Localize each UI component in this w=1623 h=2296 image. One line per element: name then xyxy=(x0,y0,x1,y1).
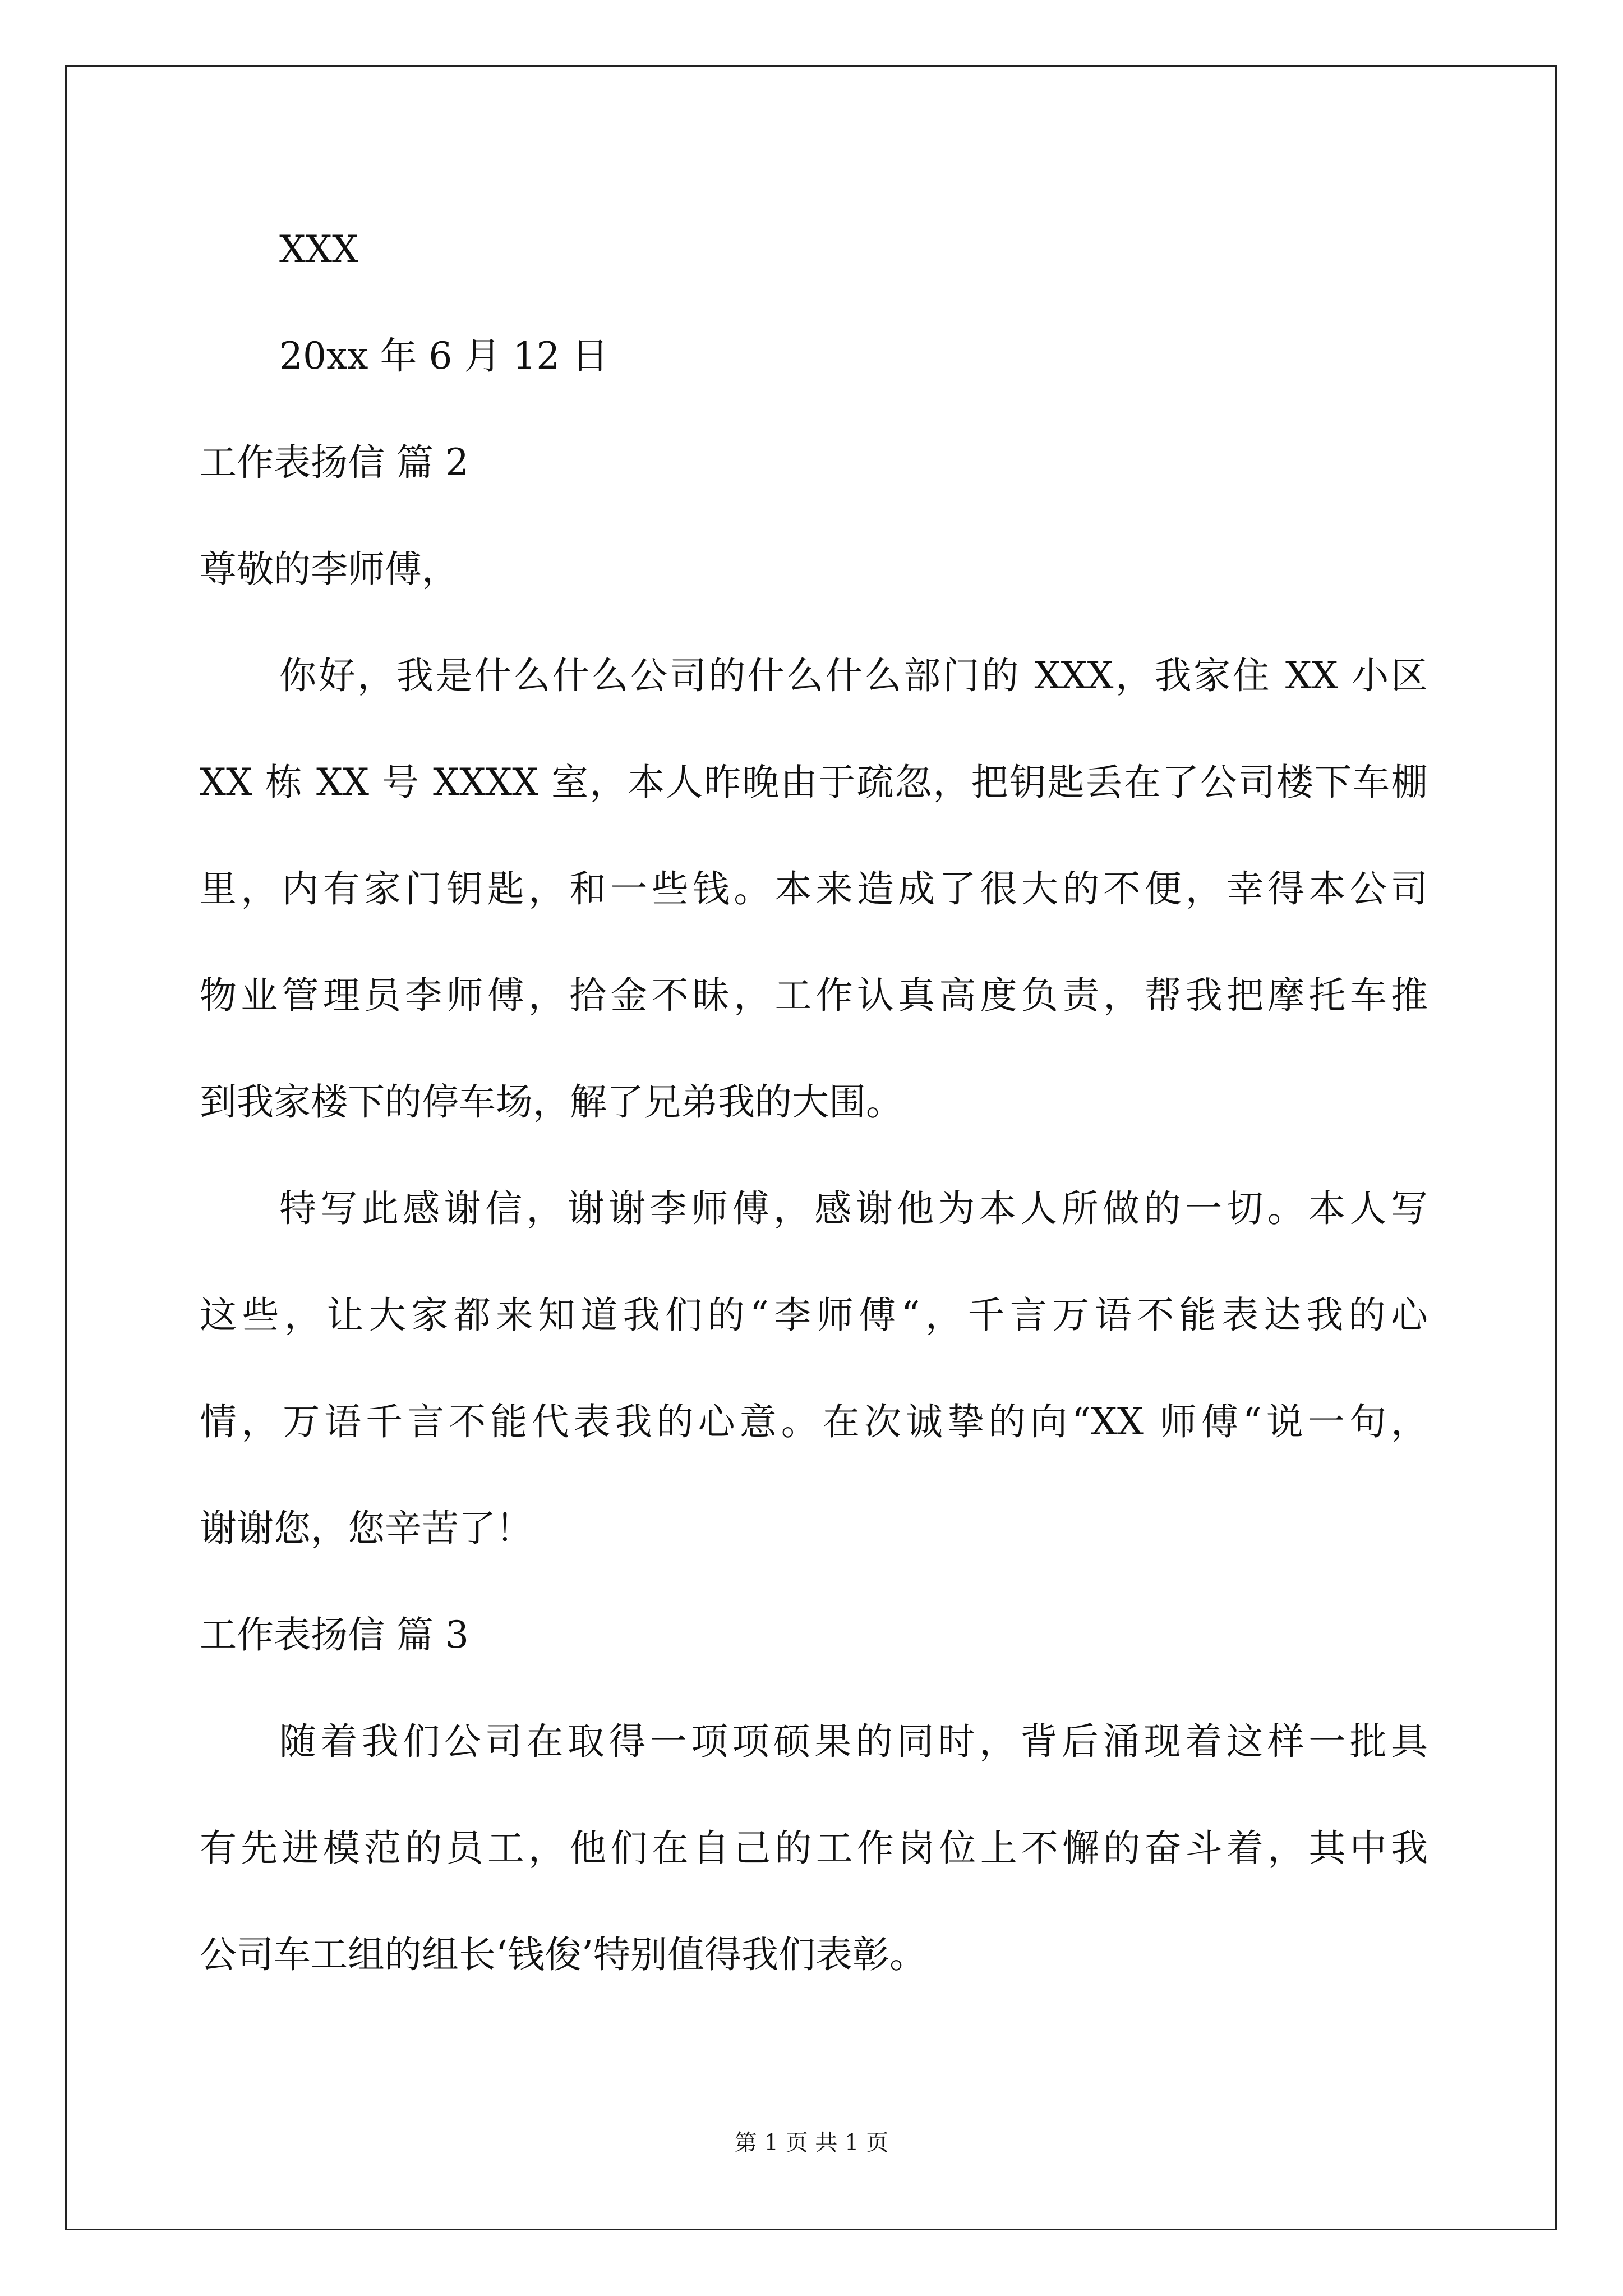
section-3-heading: 工作表扬信 篇 3 xyxy=(200,1613,469,1657)
paragraph-line: 谢谢您，您辛苦了！ xyxy=(200,1507,533,1550)
salutation: 尊敬的李师傅， xyxy=(200,547,459,591)
page-frame xyxy=(65,65,1557,2230)
paragraph-line: 随着我们公司在取得一项项硕果的同时，背后涌现着这样一批具 xyxy=(279,1720,1428,1763)
letter-date: 20xx 年 6 月 12 日 xyxy=(279,334,609,378)
paragraph-line: 这些，让大家都来知道我们的“李师傅“，千言万语不能表达我的心 xyxy=(200,1294,1428,1337)
page-footer: 第 1 页 共 1 页 xyxy=(734,2130,889,2156)
paragraph-line: 情，万语千言不能代表我的心意。在次诚挚的向“XX 师傅“说一句， xyxy=(200,1400,1428,1443)
paragraph-line: 有先进模范的员工，他们在自己的工作岗位上不懈的奋斗着，其中我 xyxy=(200,1826,1428,1870)
paragraph-line: 里，内有家门钥匙，和一些钱。本来造成了很大的不便，幸得本公司 xyxy=(200,867,1428,910)
paragraph-line: 公司车工组的组长‘钱俊’特别值得我们表彰。 xyxy=(200,1933,926,1976)
section-2-heading: 工作表扬信 篇 2 xyxy=(200,441,469,484)
paragraph-line: 到我家楼下的停车场，解了兄弟我的大围。 xyxy=(200,1080,903,1124)
paragraph-line: 你好，我是什么什么公司的什么什么部门的 XXX，我家住 XX 小区 xyxy=(279,654,1428,697)
paragraph-line: 物业管理员李师傅，拾金不昧，工作认真高度负责，帮我把摩托车推 xyxy=(200,974,1428,1017)
paragraph-line: XX 栋 XX 号 XXXX 室，本人昨晚由于疏忽，把钥匙丢在了公司楼下车棚 xyxy=(200,761,1428,804)
paragraph-line: 特写此感谢信，谢谢李师傅，感谢他为本人所做的一切。本人写 xyxy=(279,1187,1428,1230)
signature: XXX xyxy=(279,228,358,271)
